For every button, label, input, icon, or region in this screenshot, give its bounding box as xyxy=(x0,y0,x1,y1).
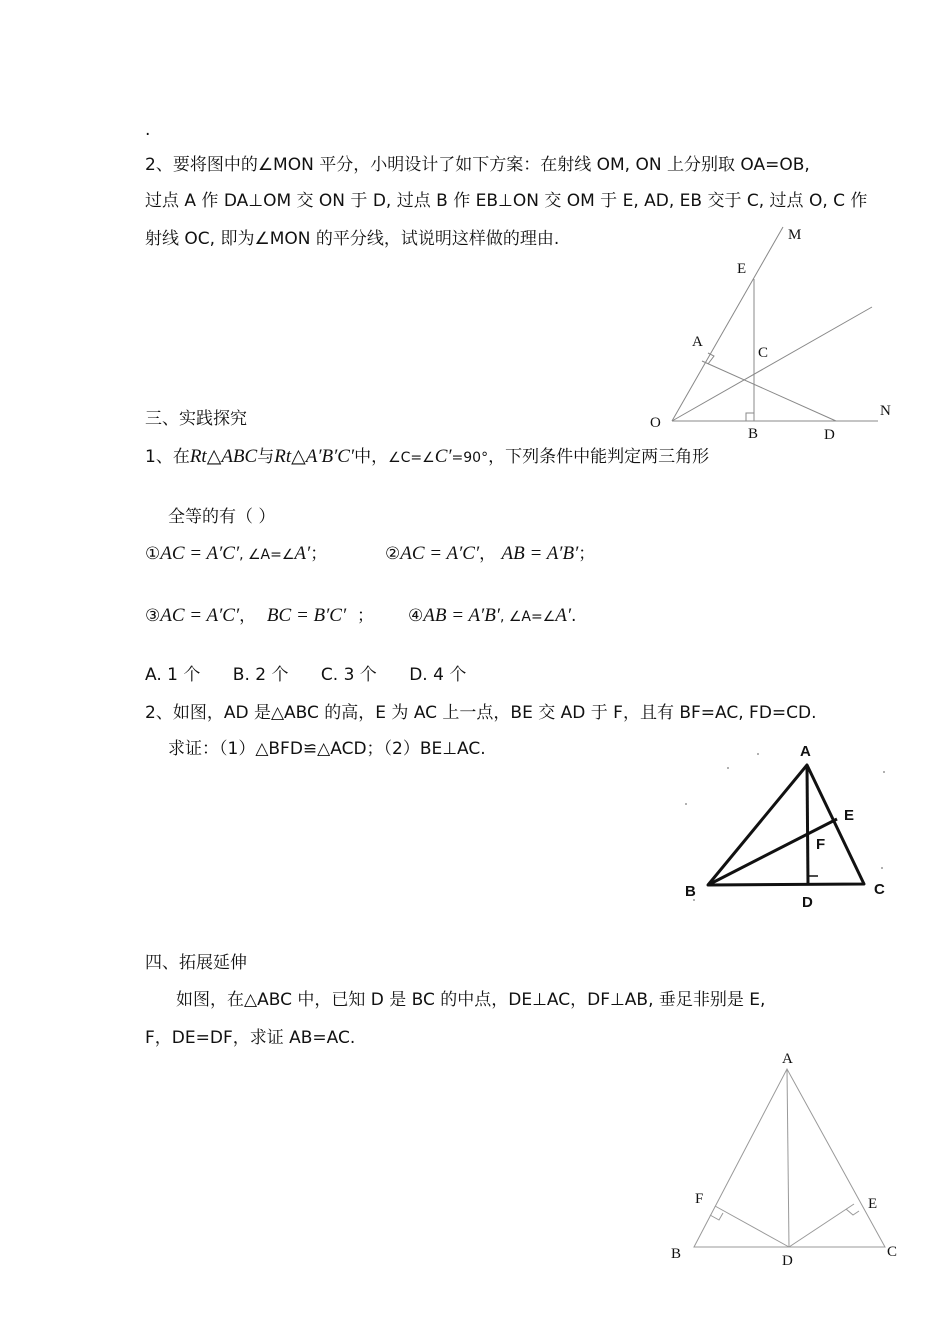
label-f: F xyxy=(816,836,826,853)
right-angle-a xyxy=(708,353,714,364)
label-a: A xyxy=(692,334,703,350)
opt3-end: ； xyxy=(356,606,374,626)
opt4-num: ④ xyxy=(408,606,424,626)
opt2-m1: AC = A′C′ xyxy=(400,543,480,564)
right-angle-f xyxy=(710,1213,723,1220)
label-e: E xyxy=(737,261,747,277)
opt1-mid: , ∠A=∠ xyxy=(239,547,295,563)
opt4-m2: A′ xyxy=(555,605,572,626)
s3-option1 xyxy=(145,544,327,565)
opt3-m2: BC = B′C′ xyxy=(266,605,347,626)
label-d: D xyxy=(824,427,835,443)
opt2-m2: AB = A′B′ xyxy=(501,543,579,564)
opt3-num: ③ xyxy=(145,606,161,626)
ray-oc xyxy=(672,307,872,421)
s3-q1-cprime: C′ xyxy=(434,446,452,467)
figure-angle-mon xyxy=(640,215,900,450)
s3-q1-rt1: Rt△ABC xyxy=(189,446,258,467)
segment-ad xyxy=(702,361,836,421)
label-c: C xyxy=(887,1244,898,1260)
label-b: B xyxy=(671,1246,682,1262)
ray-om xyxy=(672,227,783,421)
s3-q1-rt2: Rt△A′B′C′ xyxy=(274,446,355,467)
segment-df xyxy=(715,1206,789,1247)
opt4-end: . xyxy=(571,606,577,626)
opt2-num: ② xyxy=(385,544,401,564)
label-a: A xyxy=(782,1051,793,1067)
section3-title: 三、实践探究 xyxy=(145,409,247,429)
opt4-mid: , ∠A=∠ xyxy=(499,609,556,625)
opt1-end: ； xyxy=(310,544,328,564)
altitude-ad xyxy=(807,765,808,885)
s4-line1: 如图，在△ABC 中，已知 D 是 BC 的中点，DE⊥AC，DF⊥AB, 垂足非别是 E, xyxy=(176,990,766,1010)
label-a: A xyxy=(800,743,811,760)
q2-line1: 2、要将图中的∠MON 平分，小明设计了如下方案：在射线 OM, ON 上分别取 OA=OB, xyxy=(145,155,810,175)
s3-q2-line2: 求证：（1）△BFD≌△ACD；（2）BE⊥AC. xyxy=(168,739,486,759)
label-c: C xyxy=(758,345,769,361)
label-b: B xyxy=(685,883,696,900)
s3-q1-line2: 全等的有（ ） xyxy=(168,507,276,527)
s3-q1-yu: 与 xyxy=(257,447,275,467)
q2-line2: 过点 A 作 DA⊥OM 交 ON 于 D, 过点 B 作 EB⊥ON 交 OM 于 E, AD, EB 交于 C, 过点 O, C 作 xyxy=(145,191,868,211)
label-d: D xyxy=(802,894,813,911)
opt3-sep: ， xyxy=(239,606,257,626)
segment-de xyxy=(789,1204,854,1247)
opt1-m2: A′ xyxy=(294,543,311,564)
label-e: E xyxy=(868,1196,878,1212)
opt3-m1: AC = A′C′ xyxy=(160,605,240,626)
s3-q1-deg: =90° xyxy=(451,450,489,466)
right-angle-e xyxy=(846,1209,859,1215)
label-c: C xyxy=(874,881,885,898)
right-angle-b xyxy=(746,413,754,421)
figure-triangle-altitude xyxy=(670,732,900,917)
s3-q1-line1 xyxy=(145,447,709,468)
figure-isosceles-triangle xyxy=(660,1043,910,1273)
q2-line3: 射线 OC, 即为∠MON 的平分线，试说明这样做的理由. xyxy=(145,229,560,249)
label-b: B xyxy=(748,426,759,442)
s3-q1-zhong: 中， xyxy=(354,447,389,467)
s3-option4 xyxy=(408,606,576,627)
opt2-sep: ， xyxy=(479,544,497,564)
label-f: F xyxy=(695,1191,704,1207)
opt1-m1: AC = A′C′ xyxy=(160,543,240,564)
s3-option2 xyxy=(385,544,595,564)
s3-q1-rest: ，下列条件中能判定两三角形 xyxy=(488,447,710,467)
label-o: O xyxy=(650,415,661,431)
label-d: D xyxy=(782,1253,793,1269)
s3-q1-angle: ∠C=∠ xyxy=(388,450,435,466)
triangle-abc xyxy=(694,1069,885,1247)
triangle-abc xyxy=(708,765,864,885)
opt1-num: ① xyxy=(145,544,161,564)
s3-q2-line1: 2、如图，AD 是△ABC 的高，E 为 AC 上一点，BE 交 AD 于 F，且有 BF=AC, FD=CD. xyxy=(145,703,817,723)
label-e: E xyxy=(844,807,855,824)
opt4-m1: AB = A′B′ xyxy=(423,605,500,626)
s3-choices: A. 1 个 B. 2 个 C. 3 个 D. 4 个 xyxy=(145,665,467,685)
s3-option3 xyxy=(145,606,374,626)
label-m: M xyxy=(788,227,802,243)
section4-title: 四、拓展延伸 xyxy=(145,953,247,973)
stray-dot: . xyxy=(145,120,151,140)
label-n: N xyxy=(880,403,891,419)
s4-line2: F，DE=DF，求证 AB=AC. xyxy=(145,1028,356,1048)
segment-ad xyxy=(787,1069,789,1247)
opt2-end: ； xyxy=(578,544,596,564)
s3-q1-prefix: 1、在 xyxy=(145,447,190,467)
